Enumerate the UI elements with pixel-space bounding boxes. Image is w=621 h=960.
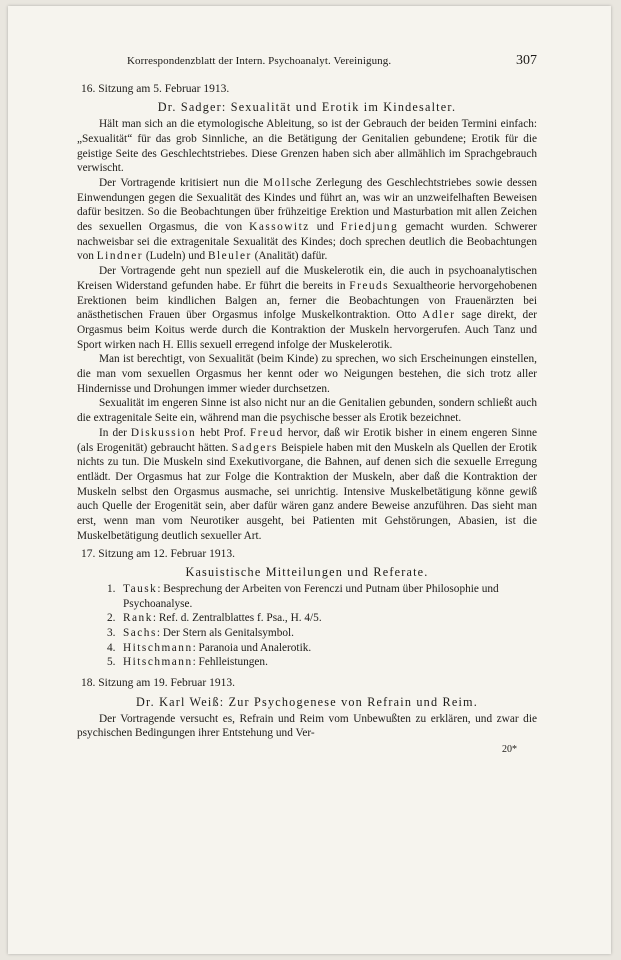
item-number: 5. xyxy=(107,656,116,669)
text-run: Sexualtheorie hervorgehobenen Erektionen beim kindlichen Balgen an, ferner die Beobachtungen von Frauenärzten bei anästhetischen Frauen über Orgasmus infolge Muskelkontraktion. Otto xyxy=(77,279,537,322)
item-body xyxy=(123,582,537,611)
s16-paragraph-5: Sexualität im engeren Sinne ist also nicht nur an die Genitalien gebunden, sondern schließt auch die extragenitale Seite ein, während man die psychische besser als Erotik bezeichnet. xyxy=(77,397,537,425)
s16-paragraph-1: Hält man sich an die etymologische Ableitung, so ist der Gebrauch der beiden Termini einfach: „Sexualität“ für das grob Sinnliche, an die Betätigung der Genitalien gebundene; Erotik für die geistige Seite des Geschlechtstriebes. Diese Grenzen haben sich aber allmählich im Sprachgebrauch verwischt. xyxy=(77,118,537,175)
text-run: und xyxy=(309,221,341,234)
s16-paragraph-2 xyxy=(77,176,537,264)
text-run: Der Vortragende kritisiert nun die xyxy=(99,176,264,189)
name-freuds: Freuds xyxy=(349,279,390,292)
text-run: sage direkt, der Orgasmus beim Koitus werde durch die Kontraktion der Muskeln hervorgerufen. Auch Tanz und Sport wirken nach H. Ellis sexuell erregend infolge der Muskelerotik. xyxy=(77,309,537,351)
item-body xyxy=(123,626,294,641)
list-item xyxy=(107,611,537,626)
name-sadgers: Sadgers xyxy=(231,441,278,454)
report-list xyxy=(77,582,537,670)
text-run: sche Zerlegung des Geschlechtstriebes sowie dessen Einwendungen gegen die Sexualität des Kindes und führt an, was wir an unzweifelhaften Beweisen dafür besitzen. So die Beobachtungen über frühzeitige Erektion und Masturbation mit allen Zeichen des sexuellen Orgasmus, die von xyxy=(77,176,538,234)
item-author: Rank xyxy=(123,612,153,625)
list-item xyxy=(107,655,537,670)
item-number: 4. xyxy=(107,641,116,654)
session-17-title: Kasuistische Mitteilungen und Referate. xyxy=(185,565,429,580)
item-text: : Ref. d. Zentralblattes f. Psa., H. 4/5. xyxy=(152,612,322,625)
name-freud: Freud xyxy=(249,426,284,439)
item-text: : Paranoia und Analerotik. xyxy=(192,641,312,654)
session-18-title: Dr. Karl Weiß: Zur Psychogenese von Refrain und Reim. xyxy=(136,694,478,709)
name-kassowitz: Kassowitz xyxy=(249,221,310,234)
item-number: 1. xyxy=(107,582,116,595)
text-run: gemacht wurden. Schwerer nachweisbar sei die extragenitale Sexualität des Kindes; doch sprechen deutlich die Beobachtungen von xyxy=(77,221,537,263)
text-run: Der Vortragende geht nun speziell auf die Muskelerotik ein, die auch in psychoanalytischen Kreisen Widerstand gefunden habe. Er führt die bereits in xyxy=(77,265,537,292)
page-number: 307 xyxy=(516,53,537,68)
name-friedjung: Friedjung xyxy=(340,221,399,234)
session-18-heading: 18. Sitzung am 19. Februar 1913. xyxy=(81,677,235,690)
page-content xyxy=(77,54,537,758)
word-diskussion: Diskussion xyxy=(130,426,197,439)
name-lindner: Lindner xyxy=(96,250,144,263)
item-author: Sachs xyxy=(123,627,157,640)
running-header xyxy=(127,54,537,69)
list-item xyxy=(107,626,537,641)
item-body xyxy=(123,655,268,670)
item-body xyxy=(123,641,311,656)
item-text: : Der Stern als Genitalsymbol. xyxy=(156,627,294,640)
item-number: 2. xyxy=(107,612,116,625)
name-moll: Moll xyxy=(263,176,292,189)
text-run: hebt Prof. xyxy=(196,426,250,439)
running-title: Korrespondenzblatt der Intern. Psychoanalyt. Vereinigung. xyxy=(127,55,392,67)
item-text: : Besprechung der Arbeiten von Ferenczi und Putnam über Philosophie und Psychoanalyse. xyxy=(123,582,499,610)
s18-paragraph-1: Der Vortragende versucht es, Refrain und Reim vom Unbewußten zu erklären, und zwar die psychischen Bedingungen ihrer Entstehung und Ver- xyxy=(77,712,537,740)
list-item xyxy=(107,582,537,611)
session-16-title: Dr. Sadger: Sexualität und Erotik im Kindesalter. xyxy=(157,100,457,115)
text-run: (Analität) dafür. xyxy=(251,250,328,263)
name-bleuler: Bleuler xyxy=(208,250,252,263)
session-16-heading: 16. Sitzung am 5. Februar 1913. xyxy=(81,82,230,95)
session-17-heading: 17. Sitzung am 12. Februar 1913. xyxy=(81,547,235,560)
list-item xyxy=(107,641,537,656)
item-author: Hitschmann xyxy=(123,641,193,654)
item-body xyxy=(123,611,322,626)
item-text: : Fehlleistungen. xyxy=(192,656,268,669)
item-author: Hitschmann xyxy=(123,656,193,669)
text-run: (Ludeln) und xyxy=(143,250,208,263)
s16-paragraph-3 xyxy=(77,264,537,352)
text-run: Beispiele haben mit den Muskeln als Quellen der Erotik nichts zu tun. Die Muskeln sind Exekutivorgane, die Bahnen, auf denen sich die sexuelle Erregung entlädt. Der Orgasmus hat zur Folge die Kontraktion der Muskeln, aber daß die Kontraktion der Muskeln selbst den Orgasmus ausmache, sei unrichtig. Intensive Muskelbetätigung könne gewiß auch Quelle der Erogenität sein, aber dafür wären ganz andere Beweise anzuführen. Das sieht man erst, wenn man vom Neurotiker ausgeht, bei Patienten mit Gehstörungen, Abasien, ist die Muskelbetätigung deutlich sexueller Art. xyxy=(77,441,537,542)
signature-mark: 20* xyxy=(502,743,517,755)
s16-paragraph-4: Man ist berechtigt, von Sexualität (beim Kinde) zu sprechen, wo sich Erscheinungen einstellen, die man vom sexuellen Orgasmus her kennt oder wo Neigungen bestehen, die sich trotz aller Hindernisse und Drohungen immer wieder durchsetzen. xyxy=(77,353,537,395)
text-run: In der xyxy=(99,426,131,439)
item-author: Tausk xyxy=(123,582,158,595)
text-run: hervor, daß wir Erotik bisher in einem engeren Sinne (als Erogenität) gebraucht hätten. xyxy=(77,426,538,454)
document-page xyxy=(8,6,611,954)
s16-paragraph-6 xyxy=(77,426,537,544)
name-adler: Adler xyxy=(422,309,456,322)
item-number: 3. xyxy=(107,627,116,640)
